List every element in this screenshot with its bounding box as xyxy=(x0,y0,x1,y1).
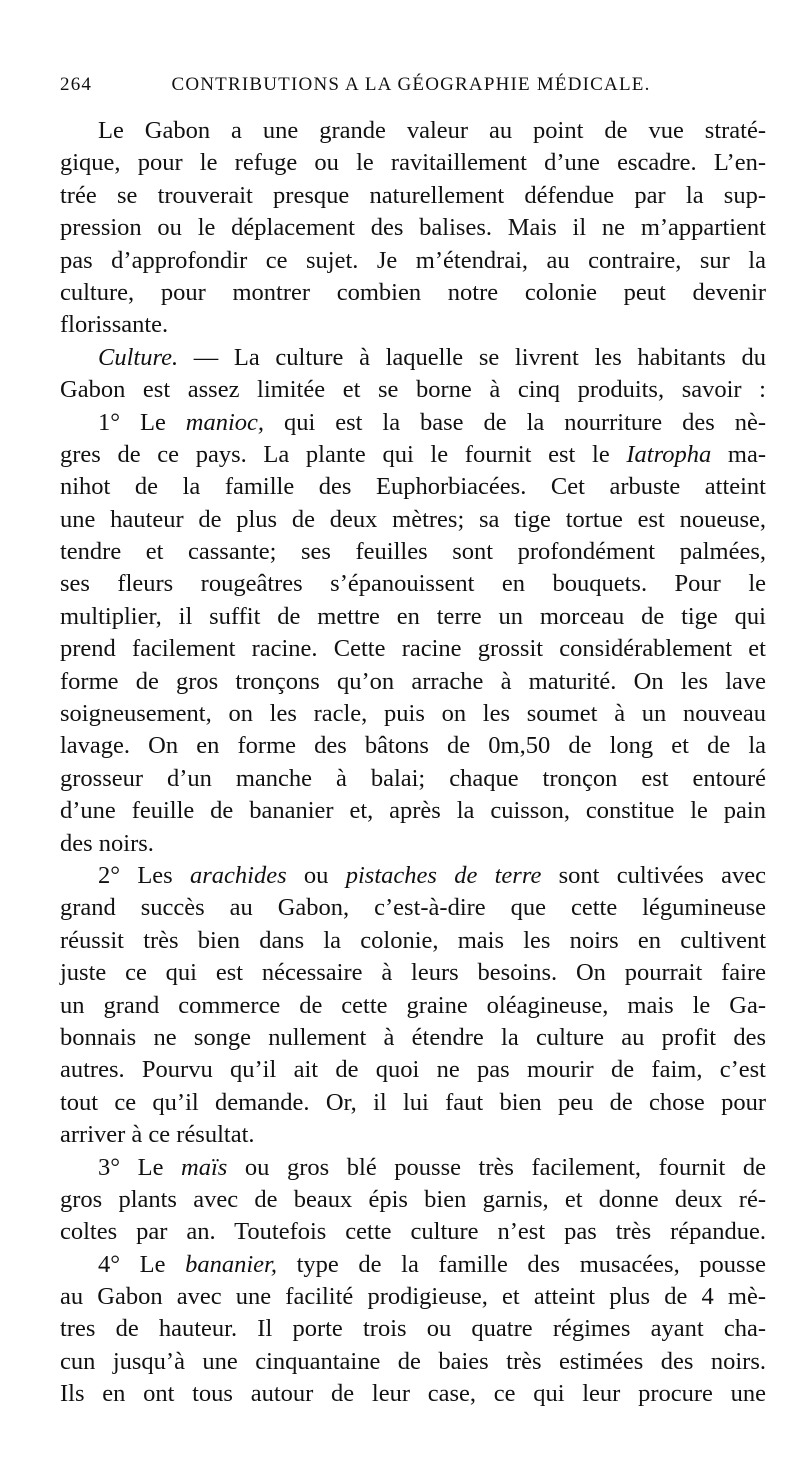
text-line xyxy=(60,763,766,795)
italic-term: arachides xyxy=(190,861,287,889)
text-segment: un grand commerce de cette graine oléagineuse, mais le Ga- xyxy=(60,991,766,1019)
text-line xyxy=(60,892,766,924)
text-segment: pression ou le déplacement des balises. Mais il ne m’appartient xyxy=(60,214,766,242)
body-text xyxy=(60,115,766,1411)
text-segment: — La culture à laquelle se livrent les habitants du xyxy=(178,343,766,371)
text-line xyxy=(60,957,766,989)
text-line xyxy=(60,925,766,957)
running-head xyxy=(60,74,762,104)
text-line xyxy=(60,536,766,568)
text-segment: ou xyxy=(286,861,346,889)
text-line xyxy=(60,1022,766,1054)
text-segment: juste ce qui est nécessaire à leurs besoins. On pourrait faire xyxy=(60,959,766,987)
text-segment: Gabon est assez limitée et se borne à cinq produits, savoir : xyxy=(60,376,766,404)
text-segment: grosseur d’un manche à balai; chaque tronçon est entouré xyxy=(60,764,766,792)
text-segment: 3° Le xyxy=(98,1153,182,1181)
text-line xyxy=(60,666,766,698)
text-segment: nihot de la famille des Euphorbiacées. Cet arbuste atteint xyxy=(60,473,766,501)
text-line xyxy=(60,245,766,277)
text-line xyxy=(60,1216,766,1248)
text-line xyxy=(60,1054,766,1086)
text-line xyxy=(60,828,766,860)
text-line xyxy=(60,601,766,633)
text-segment: gres de ce pays. La plante qui le fournit est le xyxy=(60,440,627,468)
text-line xyxy=(60,1184,766,1216)
text-segment: d’une feuille de bananier et, après la cuisson, constitue le pain xyxy=(60,797,766,825)
text-line xyxy=(60,1249,766,1281)
text-segment: ou gros blé pousse très facilement, fournit de xyxy=(227,1153,766,1181)
text-line xyxy=(60,1152,766,1184)
text-segment: 4° Le xyxy=(98,1250,186,1278)
text-segment: tendre et cassante; ses feuilles sont profondément palmées, xyxy=(60,538,766,566)
text-line xyxy=(60,795,766,827)
text-line xyxy=(60,1087,766,1119)
text-line xyxy=(60,730,766,762)
text-segment: au Gabon avec une facilité prodigieuse, et atteint plus de 4 mè- xyxy=(60,1283,766,1311)
text-line xyxy=(60,374,766,406)
text-segment: tres de hauteur. Il porte trois ou quatre régimes ayant cha- xyxy=(60,1315,766,1343)
text-segment: ma- xyxy=(711,440,766,468)
text-segment: prend facilement racine. Cette racine grossit considérablement et xyxy=(60,635,766,663)
text-segment: soigneusement, on les racle, puis on les soumet à un nouveau xyxy=(60,700,766,728)
text-line xyxy=(60,309,766,341)
italic-term: bananier, xyxy=(185,1250,277,1278)
text-line xyxy=(60,147,766,179)
text-line xyxy=(60,698,766,730)
text-segment: une hauteur de plus de deux mètres; sa tige tortue est noueuse, xyxy=(60,505,766,533)
text-segment: qui est la base de la nourriture des nè- xyxy=(264,408,766,436)
italic-term: Iatropha xyxy=(626,440,712,468)
text-line xyxy=(60,342,766,374)
text-segment: des noirs. xyxy=(60,829,154,857)
text-segment: 1° Le xyxy=(98,408,186,436)
italic-term: manioc, xyxy=(185,408,265,436)
text-segment: culture, pour montrer combien notre colonie peut devenir xyxy=(60,278,766,306)
text-segment: ses fleurs rougeâtres s’épanouissent en bouquets. Pour le xyxy=(60,570,766,598)
text-line xyxy=(60,180,766,212)
text-segment: trée se trouverait presque naturellement défendue par la sup- xyxy=(60,181,766,209)
running-title: CONTRIBUTIONS A LA GÉOGRAPHIE MÉDICALE. xyxy=(171,74,651,95)
text-line xyxy=(60,212,766,244)
text-segment: réussit très bien dans la colonie, mais les noirs en cultivent xyxy=(60,926,766,954)
text-segment: grand succès au Gabon, c’est-à-dire que cette légumineuse xyxy=(60,894,766,922)
text-segment: type de la famille des musacées, pousse xyxy=(277,1250,766,1278)
text-line xyxy=(60,115,766,147)
text-segment: tout ce qu’il demande. Or, il lui faut bien peu de chose pour xyxy=(60,1088,766,1116)
text-line xyxy=(60,568,766,600)
text-line xyxy=(60,633,766,665)
text-line xyxy=(60,1346,766,1378)
text-line xyxy=(60,504,766,536)
text-line xyxy=(60,1281,766,1313)
text-segment: gros plants avec de beaux épis bien garnis, et donne deux ré- xyxy=(60,1185,766,1213)
text-segment: forme de gros tronçons qu’on arrache à maturité. On les lave xyxy=(60,667,766,695)
text-segment: cun jusqu’à une cinquantaine de baies très estimées des noirs. xyxy=(60,1347,766,1375)
text-segment: coltes par an. Toutefois cette culture n’est pas très répandue. xyxy=(60,1218,766,1246)
text-segment: Le Gabon a une grande valeur au point de vue straté- xyxy=(98,117,766,144)
text-segment: bonnais ne songe nullement à étendre la culture au profit des xyxy=(60,1023,766,1051)
text-segment: gique, pour le refuge ou le ravitaillement d’une escadre. L’en- xyxy=(60,149,766,177)
text-line xyxy=(60,1378,766,1410)
text-segment: sont cultivées avec xyxy=(541,861,767,889)
text-segment: arriver à ce résultat. xyxy=(60,1121,255,1149)
text-line xyxy=(60,471,766,503)
text-line xyxy=(60,407,766,439)
text-segment: 2° Les xyxy=(98,861,191,889)
page-number: 264 xyxy=(60,74,93,95)
text-segment: Ils en ont tous autour de leur case, ce qui leur procure une xyxy=(60,1380,766,1408)
text-segment: lavage. On en forme des bâtons de 0m,50 de long et de la xyxy=(60,732,766,760)
text-line xyxy=(60,1313,766,1345)
text-line xyxy=(60,1119,766,1151)
italic-term: pistaches de terre xyxy=(345,861,542,889)
text-line xyxy=(60,277,766,309)
italic-term: maïs xyxy=(181,1153,228,1181)
text-line xyxy=(60,990,766,1022)
text-segment: multiplier, il suffit de mettre en terre un morceau de tige qui xyxy=(60,602,766,630)
text-line xyxy=(60,439,766,471)
text-segment: autres. Pourvu qu’il ait de quoi ne pas mourir de faim, c’est xyxy=(60,1056,766,1084)
text-segment: pas d’approfondir ce sujet. Je m’étendrai, au contraire, sur la xyxy=(60,246,766,274)
text-line xyxy=(60,860,766,892)
text-segment: florissante. xyxy=(60,311,169,339)
italic-term: Culture. xyxy=(98,343,179,371)
